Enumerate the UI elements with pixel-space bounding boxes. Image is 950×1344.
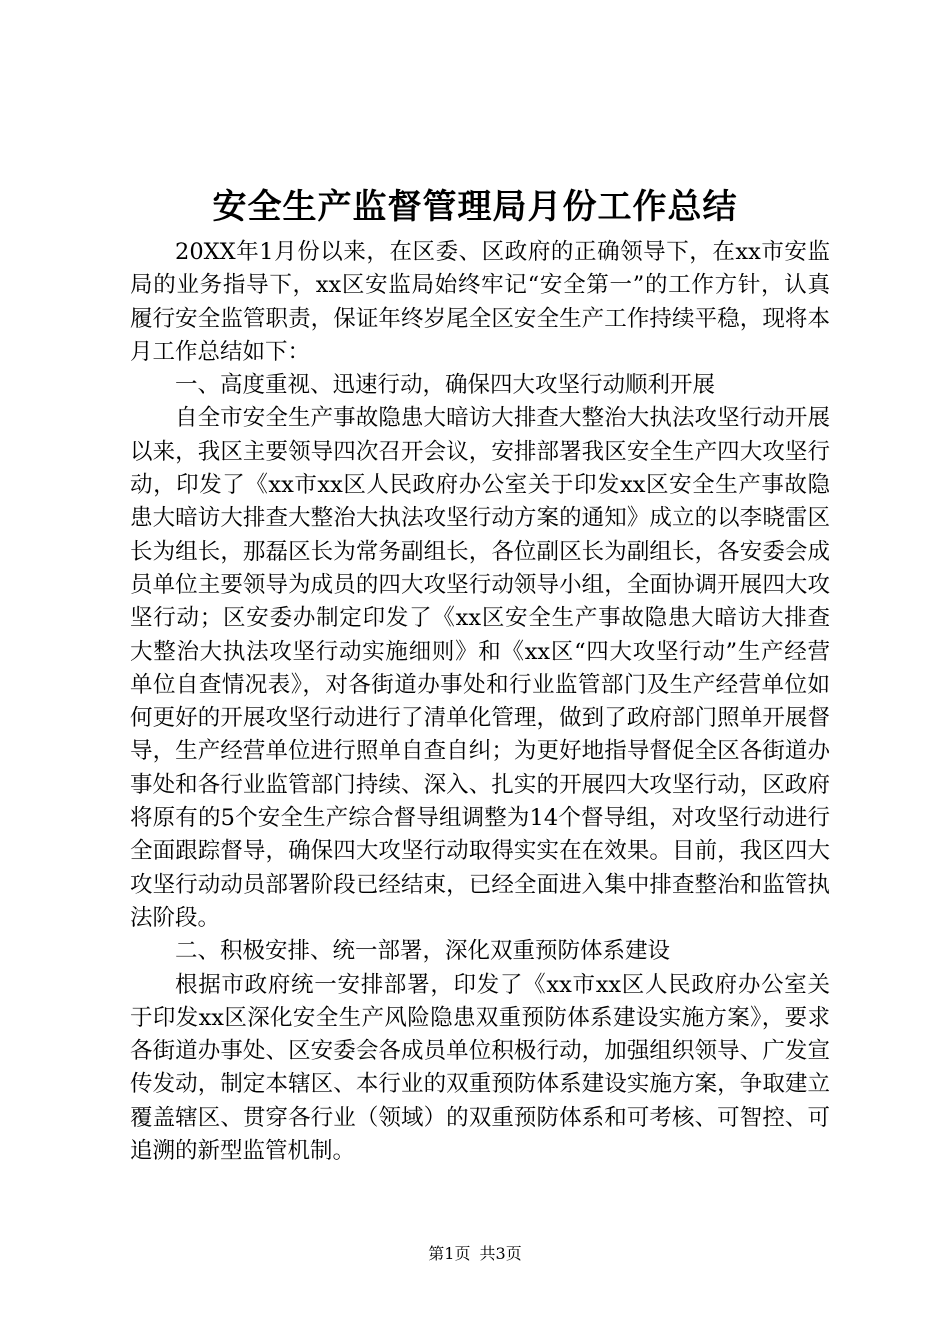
page-number: 第1页 [428, 1244, 471, 1263]
document-title: 安全生产监督管理局月份工作总结 [212, 187, 738, 227]
page-footer [0, 1242, 950, 1266]
paragraph-intro: 20XX年1月份以来，在区委、区政府的正确领导下，在xx市安监局的业务指导下，xx区安监局始终牢记“安全第一”的工作方针，认真履行安全监管职责，保证年终岁尾全区安全生产工作持续平稳，现将本月工作总结如下： [130, 239, 830, 365]
section-heading-1: 一、高度重视、迅速行动，确保四大攻坚行动顺利开展 [175, 372, 716, 399]
section-heading-2: 二、积极安排、统一部署，深化双重预防体系建设 [175, 938, 671, 965]
document-body [130, 236, 830, 1168]
page-total: 共3页 [479, 1244, 522, 1263]
paragraph-section-1: 自全市安全生产事故隐患大暗访大排查大整治大执法攻坚行动开展以来，我区主要领导四次召开会议，安排部署我区安全生产四大攻坚行动，印发了《xx市xx区人民政府办公室关于印发xx区安全生产事故隐患大暗访大排查大整治大执法攻坚行动方案的通知》成立的以李晓雷区长为组长，那磊区长为常务副组长，各位副区长为副组长，各安委会成员单位主要领导为成员的四大攻坚行动领导小组，全面协调开展四大攻坚行动；区安委办制定印发了《xx区安全生产事故隐患大暗访大排查大整治大执法攻坚行动实施细则》和《xx区“四大攻坚行动”生产经营单位自查情况表》，对各街道办事处和行业监管部门及生产经营单位如何更好的开展攻坚行动进行了清单化管理，做到了政府部门照单开展督导，生产经营单位进行照单自查自纠；为更好地指导督促全区各街道办事处和各行业监管部门持续、深入、扎实的开展四大攻坚行动，区政府将原有的5个安全生产综合督导组调整为14个督导组，对攻坚行动进行全面跟踪督导，确保四大攻坚行动取得实实在在效果。目前，我区四大攻坚行动动员部署阶段已经结束，已经全面进入集中排查整治和监管执法阶段。 [130, 405, 830, 931]
paragraph-section-2: 根据市政府统一安排部署，印发了《xx市xx区人民政府办公室关于印发xx区深化安全生产风险隐患双重预防体系建设实施方案》，要求各街道办事处、区安委会各成员单位积极行动，加强组织领导、广发宣传发动，制定本辖区、本行业的双重预防体系建设实施方案，争取建立覆盖辖区、贯穿各行业（领域）的双重预防体系和可考核、可智控、可追溯的新型监管机制。 [130, 971, 830, 1165]
